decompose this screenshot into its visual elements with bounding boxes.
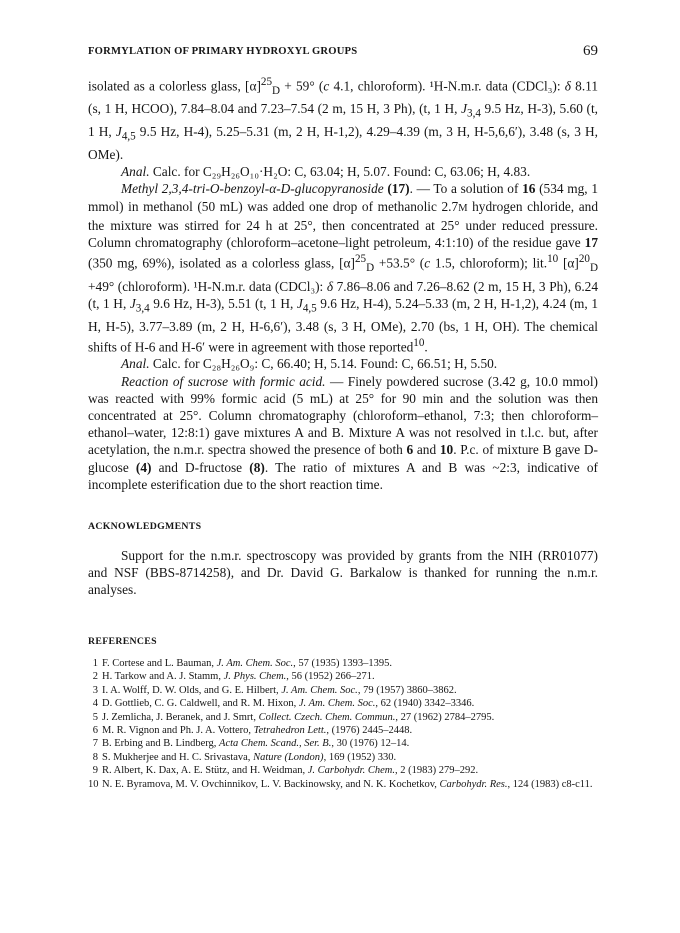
paragraph-compound-17: Methyl 2,3,4-tri-O-benzoyl-α-D-glucopyranoside (17). — To a solution of 16 (534 mg, 1 mmol) in methanol (50 mL) was added one drop of methanolic 2.7M hydrogen chloride, and the mixture was stirred for 24 h at 25°, then concentrated at 25° under reduced pressure. Column chromatography (chloroform–acetone–light petroleum, 4:1:10) of the residue gave 17 (350 mg, 69%), isolated as a colorless glass, $[\alpha]^{25}_D +53.5^\circ$ (c 1.5, chloroform); lit.$^{10}$ $[\alpha]^{20}_D +49^\circ$ (chloroform). ¹H-N.m.r. data (CDCl₃): δ 7.86–8.06 and 7.26–8.62 (2 m, 15 H, 3 Ph), 6.24 (t, 1 H, $J_{3,4}$ 9.6 Hz, H-3), 5.51 (t, 1 H, $J_{4,5}$ 9.6 Hz, H-4), 5.24–5.33 (m, 2 H, H-1,2), 4.24 (m, 1 H, H-5), 3.77–3.89 (m, 2 H, H-6,6′), 3.48 (s, 3 H, OMe), 2.70 (bs, 1 H, OH). The chemical shifts of H-6 and H-6′ were in agreement with those reported$^{10}$.	[88, 181, 599, 355]
paragraph-compound-data: isolated as a colorless glass, $[\alpha]^{25}_D + 59^\circ$ (c 4.1, chloroform). ¹H-N.m.r. data (CDCl₃): δ 8.11 (s, 1 H, HCOO), 7.84–8.04 and 7.23–7.54 (2 m, 15 H, 3 Ph), (t, 1 H, $J_{3,4}$ 9.5 Hz, H-3), 5.60 (t, 1 H, $J_{4,5}$ 9.5 Hz, H-4), 5.25–5.31 (m, 2 H, H-1,2), 4.29–4.39 (m, 3 H, H-5,6,6′), 3.48 (s, 3 H, OMe).	[88, 76, 599, 163]
reference-item: 4 D. Gottlieb, C. G. Caldwell, and R. M. Hixon, J. Am. Chem. Soc., 62 (1940) 3342–3346.	[92, 698, 475, 710]
running-head	[88, 43, 598, 62]
experimental-text	[88, 74, 598, 493]
page-number: 69	[583, 43, 598, 59]
paragraph-analysis-2: Anal. Calc. for C₂₈H₂₆O₉: C, 66.40; H, 5.14. Found: C, 66.51; H, 5.50.	[121, 356, 498, 372]
acknowledgments-heading: ACKNOWLEDGMENTS	[88, 521, 202, 532]
paragraph-sucrose-reaction: Reaction of sucrose with formic acid. — Finely powdered sucrose (3.42 g, 10.0 mmol) was reacted with 99% formic acid (5 mL) at 25° for 90 min and the solution was then concentrated at 25°. Column chromatography (chloroform–ethanol, 7:3; then chloroform–ethanol–water, 12:8:1) gave mixtures A and B. Mixture A was not resolved in t.l.c. but, after acetylation, the n.m.r. spectra showed the presence of both 6 and 10. P.c. of mixture B gave D-glucose (4) and D-fructose (8). The ratio of mixtures A and B was ~2:3, indicative of incomplete esterification due to the short reaction time.	[88, 373, 598, 492]
reference-item: 6 M. R. Vignon and Ph. J. A. Vottero, Tetrahedron Lett., (1976) 2445–2448.	[92, 725, 413, 737]
reference-item: 3 I. A. Wolff, D. W. Olds, and G. E. Hilbert, J. Am. Chem. Soc., 79 (1957) 3860–3862.	[92, 684, 457, 696]
acknowledgments-paragraph: Support for the n.m.r. spectroscopy was provided by grants from the NIH (RR01077) and NSF (BBS-8714258), and Dr. David G. Barkalow is thanked for running the n.m.r. analyses.	[88, 548, 598, 598]
acknowledgments-text	[88, 547, 598, 599]
references-heading: REFERENCES	[88, 636, 157, 647]
reference-item: 9 R. Albert, K. Dax, A. E. Stütz, and H. Weidman, J. Carbohydr. Chem., 2 (1983) 279–292.	[92, 765, 479, 777]
paragraph-analysis-1: Anal. Calc. for C₂₉H₂₆O₁₀·H₂O: C, 63.04; H, 5.07. Found: C, 63.06; H, 4.83.	[121, 164, 531, 180]
references-list	[88, 657, 598, 791]
reference-item: 10 N. E. Byramova, M. V. Ovchinnikov, L. V. Backinowsky, and N. K. Kochetkov, Carbohydr. Res., 124 (1983) c8-c11.	[88, 778, 593, 790]
reference-item: 7 B. Erbing and B. Lindberg, Acta Chem. Scand., Ser. B., 30 (1976) 12–14.	[92, 738, 410, 750]
reference-item: 5 J. Zemlicha, J. Beranek, and J. Smrt, Collect. Czech. Chem. Commun., 27 (1962) 2784–2795.	[92, 711, 495, 723]
reference-item: 8 S. Mukherjee and H. C. Srivastava, Nature (London), 169 (1952) 330.	[92, 751, 397, 763]
running-title: FORMYLATION OF PRIMARY HYDROXYL GROUPS	[88, 46, 358, 57]
reference-item: 2 H. Tarkow and A. J. Stamm, J. Phys. Chem., 56 (1952) 266–271.	[92, 671, 375, 683]
reference-item: 1 F. Cortese and L. Bauman, J. Am. Chem. Soc., 57 (1935) 1393–1395.	[92, 658, 393, 669]
